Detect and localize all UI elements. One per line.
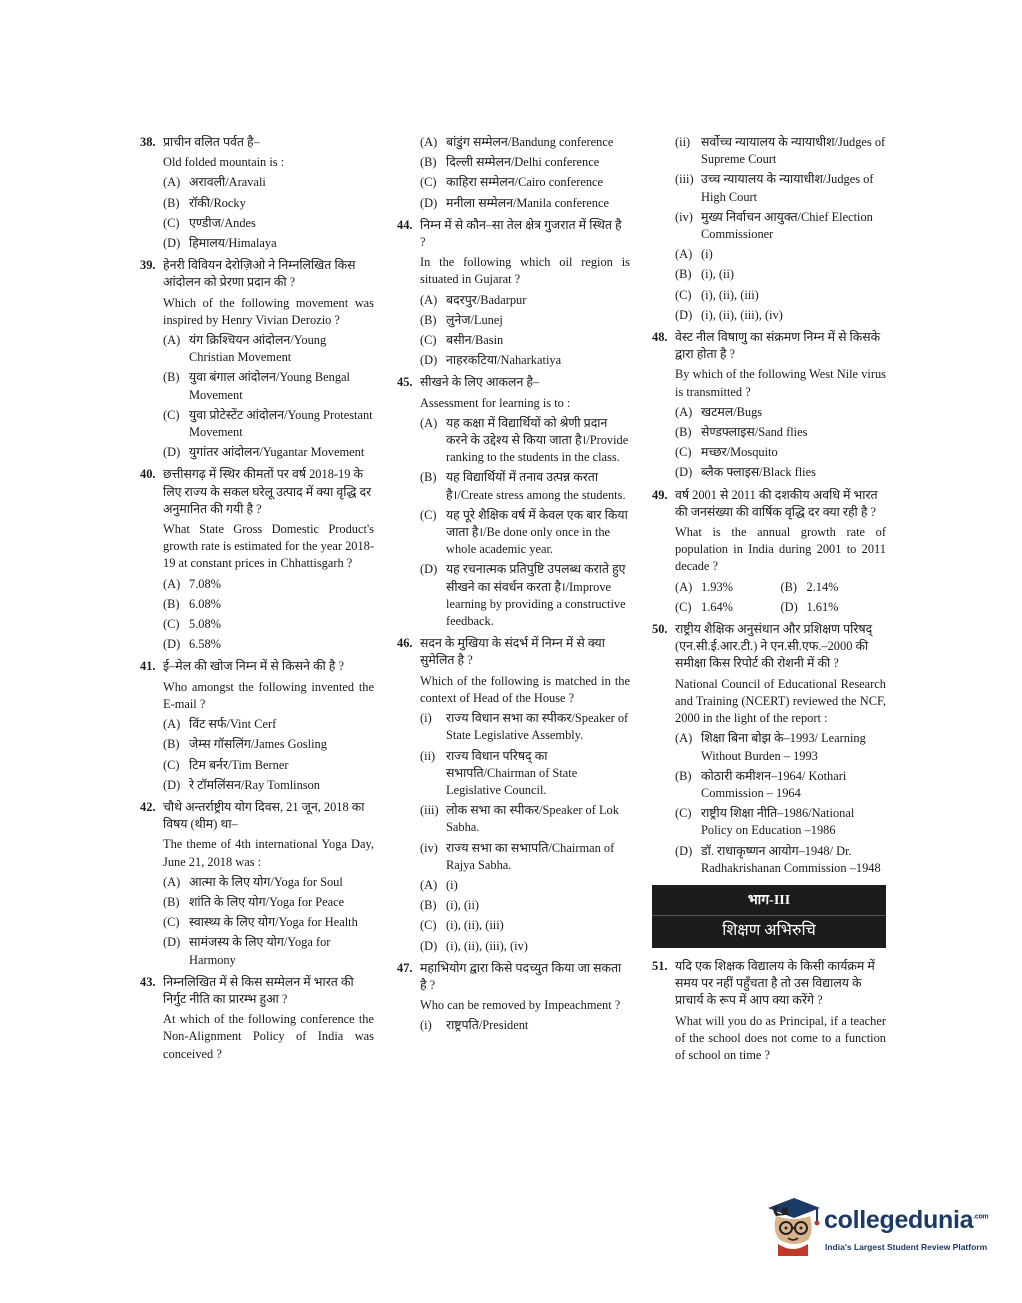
question-number: 38. xyxy=(140,135,156,149)
question-hindi: निम्नलिखित में से किस सम्मेलन में भारत की निर्गुट नीति का प्रारम्भ हुआ ? xyxy=(163,974,354,1006)
question-hindi: छत्तीसगढ़ में स्थिर कीमतों पर वर्ष 2018-19 के लिए राज्य के सकल घरेलू उत्पाद में क्या वृद्धि दर अनुमानित की गयी है ? xyxy=(163,467,372,516)
logo-suffix: .com xyxy=(973,1213,989,1221)
option xyxy=(675,444,886,461)
option xyxy=(420,1017,630,1034)
option-key: (A) xyxy=(675,731,693,746)
option xyxy=(675,424,886,441)
option-key: (ii) xyxy=(675,135,691,149)
option-key: (B) xyxy=(163,596,180,611)
question-hindi: महाभियोग द्वारा किसे पदच्युत किया जा सकता है ? xyxy=(420,960,622,992)
option-list xyxy=(420,415,630,630)
option-text: 1.61% xyxy=(806,599,839,614)
option-key: (A) xyxy=(163,576,181,591)
option-key: (B) xyxy=(420,312,437,327)
column-2 xyxy=(397,134,630,1040)
question-50 xyxy=(652,621,886,877)
question-continued xyxy=(652,134,886,324)
option-key: (A) xyxy=(675,579,693,594)
question-hindi: राष्ट्रीय शैक्षिक अनुसंधान और प्रशिक्षण परिषद् (एन.सी.ई.आर.टी.) ने एन.सी.एफ.–2000 की समीक्षा किस रिपोर्ट की रोशनी में की ? xyxy=(675,622,873,671)
option xyxy=(163,332,374,366)
option-key: (A) xyxy=(163,717,181,732)
option-key: (A) xyxy=(675,404,693,419)
question-english: Which of the following movement was inspired by Henry Vivian Derozio ? xyxy=(163,295,374,327)
option-text: दिल्ली सम्मेलन/Delhi conference xyxy=(446,155,600,170)
option-key: (D) xyxy=(163,236,181,251)
option-key: (D) xyxy=(675,843,693,858)
option-text: सेण्डफ्लाइस/Sand flies xyxy=(701,425,808,440)
option-text: स्वास्थ्य के लिए योग/Yoga for Health xyxy=(189,915,358,930)
option-text: बदरपुर/Badarpur xyxy=(446,292,527,307)
option xyxy=(420,507,630,559)
option-key: (D) xyxy=(420,938,438,953)
option-text: आत्मा के लिए योग/Yoga for Soul xyxy=(189,874,343,889)
option-text: लोक सभा का स्पीकर/Speaker of Lok Sabha. xyxy=(446,803,619,835)
option xyxy=(675,307,886,324)
option-text: डॉ. राधाकृष्णन आयोग–1948/ Dr. Radhakrishanan Commission –1948 xyxy=(701,843,881,875)
option xyxy=(420,938,630,955)
option-text: (i), (ii), (iii) xyxy=(701,287,759,302)
option-list xyxy=(420,710,630,955)
option-text: रॉकी/Rocky xyxy=(189,195,246,210)
question-42 xyxy=(140,799,374,969)
option-key: (B) xyxy=(420,470,437,485)
option-key: (C) xyxy=(163,915,180,930)
question-40 xyxy=(140,466,374,653)
option-text: 1.93% xyxy=(701,579,734,594)
option-key: (D) xyxy=(420,353,438,368)
option-key: (A) xyxy=(163,874,181,889)
option-key: (D) xyxy=(163,445,181,460)
option xyxy=(675,266,886,283)
question-english: Old folded mountain is : xyxy=(163,155,285,170)
option-text: (i) xyxy=(701,247,713,262)
logo-tagline: India's Largest Student Review Platform xyxy=(825,1242,988,1252)
option-list xyxy=(163,174,374,252)
option-text: बांडुंग सम्मेलन/Bandung conference xyxy=(446,135,614,149)
section-title: शिक्षण अभिरुचि xyxy=(652,915,886,943)
option-grid xyxy=(675,579,886,616)
option xyxy=(420,415,630,467)
option-key: (D) xyxy=(163,637,181,652)
option xyxy=(420,748,630,800)
section-header xyxy=(652,885,886,948)
question-english: Who amongst the following invented the E-mail ? xyxy=(163,679,374,711)
option-text: युवा प्रोटेस्टेंट आंदोलन/Young Protestant Movement xyxy=(189,407,373,440)
option-text: एण्डीज/Andes xyxy=(189,215,256,230)
option xyxy=(163,736,374,753)
question-number: 44. xyxy=(397,217,413,232)
option-key: (B) xyxy=(780,579,798,594)
option-text: (i), (ii), (iii), (iv) xyxy=(701,307,783,322)
option-text: यह विद्यार्थियों में तनाव उत्पन्न करता है।/Create stress among the students. xyxy=(446,470,626,502)
question-43 xyxy=(140,974,374,1063)
option-key: (A) xyxy=(163,175,181,190)
section-part: भाग-III xyxy=(747,892,791,908)
option-key: (iii) xyxy=(420,803,439,818)
option-key: (A) xyxy=(420,877,438,892)
collegedunia-logo xyxy=(764,1196,994,1260)
question-english: By which of the following West Nile virus is transmitted ? xyxy=(675,367,886,399)
option-key: (D) xyxy=(675,465,693,480)
column-3 xyxy=(652,134,886,1069)
option-list xyxy=(163,576,374,654)
option xyxy=(163,757,374,774)
question-continued xyxy=(397,134,630,212)
option-text: जेम्स गॉसलिंग/James Gosling xyxy=(189,737,327,752)
option-text: राज्य सभा का सभापति/Chairman of Rajya Sabha. xyxy=(446,840,615,872)
option xyxy=(675,768,886,802)
option-text: 2.14% xyxy=(806,579,839,594)
option-text: नाहरकटिया/Naharkatiya xyxy=(446,353,562,368)
option-text: (i), (ii), (iii), (iv) xyxy=(446,938,528,953)
option xyxy=(420,561,630,630)
option xyxy=(163,215,374,232)
option-text: 6.08% xyxy=(189,596,222,611)
question-39 xyxy=(140,257,374,461)
option-key: (i) xyxy=(420,1018,432,1033)
question-number: 51. xyxy=(652,958,668,973)
option-text: युवा बंगाल आंदोलन/Young Bengal Movement xyxy=(189,370,350,402)
option xyxy=(420,134,630,151)
option xyxy=(163,716,374,733)
option-text: काहिरा सम्मेलन/Cairo conference xyxy=(446,175,604,190)
question-number: 40. xyxy=(140,467,156,482)
question-38 xyxy=(140,134,374,252)
question-english: What State Gross Domestic Product's growth rate is estimated for the year 2018-19 at constant prices in Chhattisgarh ? xyxy=(163,522,374,571)
option-text: सामंजस्य के लिए योग/Yoga for Harmony xyxy=(189,935,331,967)
option-key: (B) xyxy=(163,737,180,752)
option-text: मच्छर/Mosquito xyxy=(701,445,778,460)
option-text: टिम बर्नर/Tim Berner xyxy=(189,757,289,772)
option-key: (A) xyxy=(163,333,181,348)
option-key: (B) xyxy=(163,894,180,909)
question-51 xyxy=(652,958,886,1064)
option-key: (D) xyxy=(780,599,798,614)
option-text: ब्लैक फ्लाइस/Black flies xyxy=(701,465,816,480)
option-key: (C) xyxy=(163,617,180,632)
option-text: (i), (ii), (iii) xyxy=(446,918,504,933)
logo-name-text: collegedunia xyxy=(824,1206,974,1234)
option-list xyxy=(420,134,630,212)
option-key: (C) xyxy=(675,287,692,302)
option-text: राज्य विधान सभा का स्पीकर/Speaker of State Legislative Assembly. xyxy=(446,711,629,743)
option xyxy=(163,874,374,891)
option-key: (C) xyxy=(163,215,180,230)
option-text: 7.08% xyxy=(189,576,222,591)
option xyxy=(163,444,374,461)
question-english: The theme of 4th international Yoga Day, June 21, 2018 was : xyxy=(163,837,374,869)
option-key: (C) xyxy=(675,599,692,614)
option-text: सर्वोच्च न्यायालय के न्यायाधीश/Judges of Supreme Court xyxy=(701,135,886,167)
option xyxy=(163,636,374,653)
option xyxy=(163,777,374,794)
option xyxy=(675,134,886,168)
option-key: (C) xyxy=(420,333,437,348)
option xyxy=(420,195,630,212)
option xyxy=(675,464,886,481)
option-text: (i), (ii) xyxy=(446,898,480,913)
option-text: अरावली/Aravali xyxy=(189,175,266,190)
option-key: (C) xyxy=(675,806,692,821)
question-number: 46. xyxy=(397,636,413,651)
option-key: (B) xyxy=(163,370,180,385)
option xyxy=(420,917,630,934)
option-list xyxy=(163,874,374,969)
option xyxy=(420,840,630,874)
option xyxy=(420,312,630,329)
option xyxy=(675,246,886,263)
question-44 xyxy=(397,217,630,370)
option xyxy=(163,596,374,613)
option-key: (A) xyxy=(420,415,438,430)
option-key: (C) xyxy=(420,507,437,522)
option xyxy=(781,579,887,596)
option-key: (D) xyxy=(163,777,181,792)
option-key: (i) xyxy=(420,711,432,726)
option-key: (B) xyxy=(420,898,437,913)
option-key: (C) xyxy=(420,175,437,190)
column-1 xyxy=(140,134,374,1068)
option-key: (B) xyxy=(420,155,437,170)
question-english: Which of the following is matched in the context of Head of the House ? xyxy=(420,673,630,705)
option-key: (D) xyxy=(163,935,181,950)
option-key: (B) xyxy=(675,768,692,783)
question-hindi: यदि एक शिक्षक विद्यालय के किसी कार्यक्रम में समय पर नहीं पहुँचता है तो उस विद्यालय के प्राचार्य के रूप में आप क्या करेंगे ? xyxy=(675,958,875,1008)
option-text: शिक्षा बिना बोझ के–1993/ Learning Without Burden – 1993 xyxy=(701,731,866,763)
option-key: (C) xyxy=(163,757,180,772)
option xyxy=(163,914,374,931)
question-english: In the following which oil region is situated in Gujarat ? xyxy=(420,255,630,287)
option-text: विंट सर्फ/Vint Cerf xyxy=(189,717,277,732)
question-number: 41. xyxy=(140,659,156,674)
question-number: 45. xyxy=(397,375,413,390)
option xyxy=(420,174,630,191)
option xyxy=(163,616,374,633)
option xyxy=(675,579,781,596)
option-key: (D) xyxy=(420,562,438,577)
question-hindi: सीखने के लिए आकलन है– xyxy=(420,375,540,390)
question-hindi: ई–मेल की खोज निम्न में से किसने की है ? xyxy=(163,659,344,674)
option xyxy=(420,352,630,369)
option-key: (A) xyxy=(420,292,438,307)
question-english: National Council of Educational Research and Training (NCERT) reviewed the NCF, 2000 in the light of the report : xyxy=(675,676,886,726)
option-text: शांति के लिए योग/Yoga for Peace xyxy=(189,894,345,909)
option-text: (i) xyxy=(446,877,458,892)
question-48 xyxy=(652,329,886,482)
option-text: यंग क्रिश्चियन आंदोलन/Young Christian Movement xyxy=(189,333,327,365)
option-list xyxy=(163,332,374,461)
question-hindi: वेस्ट नील विषाणु का संक्रमण निम्न में से किसके द्वारा होता है ? xyxy=(675,330,881,362)
question-english: What will you do as Principal, if a teacher of the school does not come to a function of school on time ? xyxy=(675,1013,886,1062)
option-key: (C) xyxy=(420,918,437,933)
option-list xyxy=(675,134,886,324)
question-english: Assessment for learning is to : xyxy=(420,395,571,410)
question-41 xyxy=(140,658,374,793)
option-text: यह रचनात्मक प्रतिपुष्टि उपलब्ध कराते हुए सीखने का संवर्धन करता है।/Improve learning by providing a constructive feedback. xyxy=(446,562,626,629)
question-47 xyxy=(397,960,630,1035)
option xyxy=(420,469,630,503)
question-hindi: निम्न में से कौन–सा तेल क्षेत्र गुजरात में स्थित है ? xyxy=(420,217,622,250)
option xyxy=(675,599,781,616)
option-key: (B) xyxy=(675,425,692,440)
option-key: (iii) xyxy=(675,172,694,187)
question-number: 50. xyxy=(652,622,668,637)
logo-wordmark xyxy=(824,1206,988,1235)
option-text: 6.58% xyxy=(189,637,222,652)
option-key: (A) xyxy=(675,247,693,262)
option-list xyxy=(675,730,886,877)
option xyxy=(420,154,630,171)
option-text: 5.08% xyxy=(189,617,222,632)
question-hindi: प्राचीन वलित पर्वत है– xyxy=(163,135,260,149)
question-english: Who can be removed by Impeachment ? xyxy=(420,998,621,1013)
option xyxy=(163,894,374,911)
option-list xyxy=(163,716,374,794)
option-text: (i), (ii) xyxy=(701,267,735,282)
option xyxy=(163,195,374,212)
option-list xyxy=(420,1017,630,1034)
option-text: राज्य विधान परिषद् का सभापति/Chairman of State Legislative Council. xyxy=(446,748,578,797)
option xyxy=(163,174,374,191)
question-number: 43. xyxy=(140,974,156,989)
option xyxy=(420,710,630,744)
question-english: At which of the following conference the Non-Alignment Policy of India was conceived ? xyxy=(163,1012,374,1061)
option-key: (D) xyxy=(420,195,438,210)
option xyxy=(420,897,630,914)
option-text: रे टॉमलिंसन/Ray Tomlinson xyxy=(189,777,320,792)
option-key: (B) xyxy=(675,267,692,282)
question-49 xyxy=(652,487,886,616)
option-key: (D) xyxy=(675,307,693,322)
option xyxy=(163,235,374,252)
option xyxy=(420,877,630,894)
option xyxy=(675,843,886,877)
question-number: 48. xyxy=(652,330,668,345)
question-hindi: वर्ष 2001 से 2011 की दशकीय अवधि में भारत की जनसंख्या की वार्षिक वृद्धि दर क्या रही है ? xyxy=(675,487,878,519)
option xyxy=(420,802,630,836)
option-list xyxy=(675,404,886,482)
option-text: राष्ट्रपति/President xyxy=(446,1018,529,1033)
option xyxy=(420,292,630,309)
option xyxy=(163,369,374,403)
student-mascot-icon xyxy=(764,1196,822,1256)
option xyxy=(781,599,887,616)
option-text: यह कक्षा में विद्यार्थियों को श्रेणी प्रदान करने के उद्देश्य से किया जाता है।/Provide ranking to the students in the class. xyxy=(446,415,629,465)
option-text: मुख्य निर्वाचन आयुक्त/Chief Election Commissioner xyxy=(701,209,873,242)
option xyxy=(675,404,886,421)
option xyxy=(675,209,886,243)
question-english: What is the annual growth rate of population in India during 2001 to 2011 decade ? xyxy=(675,525,886,574)
option-text: कोठारी कमीशन–1964/ Kothari Commission – 1964 xyxy=(701,768,847,800)
option-text: मनीला सम्मेलन/Manila conference xyxy=(446,195,609,210)
option xyxy=(675,730,886,764)
option xyxy=(420,332,630,349)
option xyxy=(163,407,374,441)
option-text: 1.64% xyxy=(701,599,734,614)
option xyxy=(163,576,374,593)
question-number: 42. xyxy=(140,799,156,814)
option-key: (iv) xyxy=(420,840,438,855)
question-hindi: हेनरी विवियन देरोज़िओ ने निम्नलिखित किस आंदोलन को प्रेरणा प्रदान की ? xyxy=(163,258,356,290)
option xyxy=(675,171,886,205)
option-key: (C) xyxy=(163,407,180,422)
option-key: (iv) xyxy=(675,209,693,224)
question-number: 39. xyxy=(140,258,156,273)
option-key: (B) xyxy=(163,195,180,210)
question-hindi: चौथे अन्तर्राष्ट्रीय योग दिवस, 21 जून, 2018 का विषय (थीम) था– xyxy=(163,799,365,832)
option-list xyxy=(420,292,630,370)
option-text: हिमालय/Himalaya xyxy=(189,236,277,251)
option-text: लुनेज/Lunej xyxy=(446,312,503,327)
question-45 xyxy=(397,374,630,630)
option-text: खटमल/Bugs xyxy=(701,404,763,419)
question-number: 47. xyxy=(397,960,413,975)
option-text: राष्ट्रीय शिक्षा नीति–1986/National Policy on Education –1986 xyxy=(701,806,855,838)
option-text: युगांतर आंदोलन/Yugantar Movement xyxy=(189,445,365,460)
option-key: (ii) xyxy=(420,748,436,763)
question-number: 49. xyxy=(652,487,668,502)
option-text: यह पूरे शैक्षिक वर्ष में केवल एक बार किया जाता है।/Be done only once in the whole academic year. xyxy=(446,507,628,557)
option xyxy=(163,934,374,968)
option-text: बसीन/Basin xyxy=(446,333,504,348)
option-key: (C) xyxy=(675,445,692,460)
option-key: (A) xyxy=(420,135,438,149)
question-hindi: सदन के मुखिया के संदर्भ में निम्न में से क्या सुमेलित है ? xyxy=(420,636,605,668)
option xyxy=(675,805,886,839)
option-text: उच्च न्यायालय के न्यायाधीश/Judges of High Court xyxy=(701,172,874,204)
question-46 xyxy=(397,635,630,954)
option xyxy=(675,287,886,304)
